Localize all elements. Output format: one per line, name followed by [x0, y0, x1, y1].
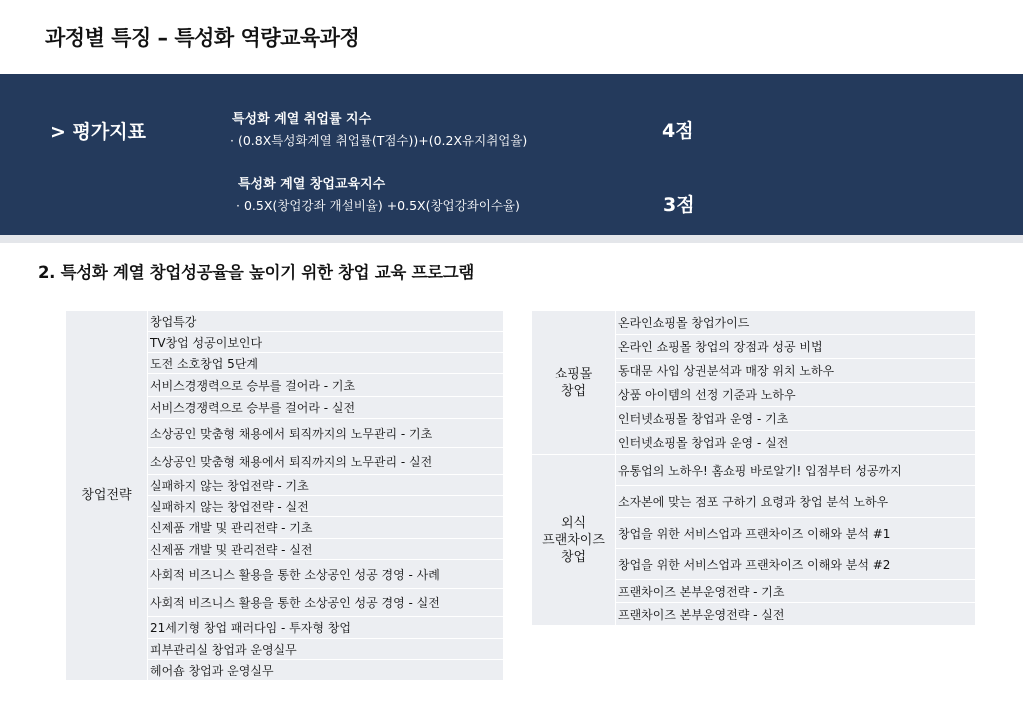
metric-formula-employment: · (0.8X특성화계열 취업률(T점수))+(0.2X유지취업율) [230, 133, 528, 148]
table-cell: 유통업의 노하우! 홈쇼핑 바로알기! 입점부터 성공까지 [616, 455, 976, 486]
section-heading: 2. 특성화 계열 창업성공율을 높이기 위한 창업 교육 프로그램 [38, 263, 475, 282]
table-cell: 인터넷쇼핑몰 창업과 운영 - 실전 [616, 431, 976, 455]
table-cell: 온라인쇼핑몰 창업가이드 [616, 311, 976, 335]
category-line: 프랜차이즈 [542, 532, 605, 548]
table-cell: 21세기형 창업 패러다임 - 투자형 창업 [148, 617, 504, 639]
table-cell: 소상공인 맞춤형 채용에서 퇴직까지의 노무관리 - 기초 [148, 419, 504, 448]
table-cell: 창업특강 [148, 311, 504, 332]
table-cell: 온라인 쇼핑몰 창업의 장점과 성공 비법 [616, 335, 976, 359]
category-line: 쇼핑몰 [554, 366, 593, 382]
table-cell: 서비스경쟁력으로 승부를 걸어라 - 기초 [148, 374, 504, 397]
table-cell: 실패하지 않는 창업전략 - 기초 [148, 475, 504, 496]
evaluation-label: > 평가지표 [50, 121, 146, 143]
category-line: 창업 [560, 383, 587, 399]
table-cell: 소자본에 맞는 점포 구하기 요령과 창업 분석 노하우 [616, 486, 976, 518]
table-cell: 동대문 사입 상권분석과 매장 위치 노하우 [616, 359, 976, 383]
category-line: 창업 [560, 549, 587, 565]
table-cell: 헤어숍 창업과 운영실무 [148, 660, 504, 681]
table-cell: 신제품 개발 및 관리전략 - 실전 [148, 539, 504, 560]
metric-title-employment: 특성화 계열 취업률 지수 [232, 112, 372, 127]
table-cell: 상품 아이템의 선정 기준과 노하우 [616, 383, 976, 407]
right-program-table [531, 310, 976, 626]
table-row [532, 455, 976, 486]
band-divider [0, 235, 1023, 243]
table-cell: 인터넷쇼핑몰 창업과 운영 - 기초 [616, 407, 976, 431]
table-cell: 소상공인 맞춤형 채용에서 퇴직까지의 노무관리 - 실전 [148, 448, 504, 475]
category-cell-franchise [532, 455, 616, 626]
category-line: 외식 [560, 515, 587, 531]
metric-score-employment: 4점 [662, 120, 694, 142]
table-row [66, 311, 504, 332]
table-row [532, 311, 976, 335]
metric-title-startup: 특성화 계열 창업교육지수 [238, 177, 386, 192]
table-cell: 신제품 개발 및 관리전략 - 기초 [148, 517, 504, 539]
page-title: 과정별 특징 – 특성화 역량교육과정 [45, 26, 360, 50]
category-cell-startup-strategy: 창업전략 [66, 311, 148, 681]
category-cell-shopping-mall [532, 311, 616, 455]
metric-formula-startup: · 0.5X(창업강좌 개설비율) +0.5X(창업강좌이수율) [236, 198, 520, 213]
table-cell: 사회적 비즈니스 활용을 통한 소상공인 성공 경영 - 사례 [148, 560, 504, 589]
evaluation-panel [0, 74, 1023, 235]
table-cell: 실패하지 않는 창업전략 - 실전 [148, 496, 504, 517]
left-program-table [65, 310, 504, 681]
table-cell: 서비스경쟁력으로 승부를 걸어라 - 실전 [148, 397, 504, 419]
table-cell: 사회적 비즈니스 활용을 통한 소상공인 성공 경영 - 실전 [148, 589, 504, 617]
table-cell: 창업을 위한 서비스업과 프랜차이즈 이해와 분석 #1 [616, 518, 976, 549]
table-cell: 프랜차이즈 본부운영전략 - 실전 [616, 603, 976, 626]
table-cell: 프랜차이즈 본부운영전략 - 기초 [616, 580, 976, 603]
table-cell: 피부관리실 창업과 운영실무 [148, 639, 504, 660]
metric-score-startup: 3점 [663, 194, 695, 216]
table-cell: TV창업 성공이보인다 [148, 332, 504, 353]
table-cell: 도전 소호창업 5단계 [148, 353, 504, 374]
table-cell: 창업을 위한 서비스업과 프랜차이즈 이해와 분석 #2 [616, 549, 976, 580]
